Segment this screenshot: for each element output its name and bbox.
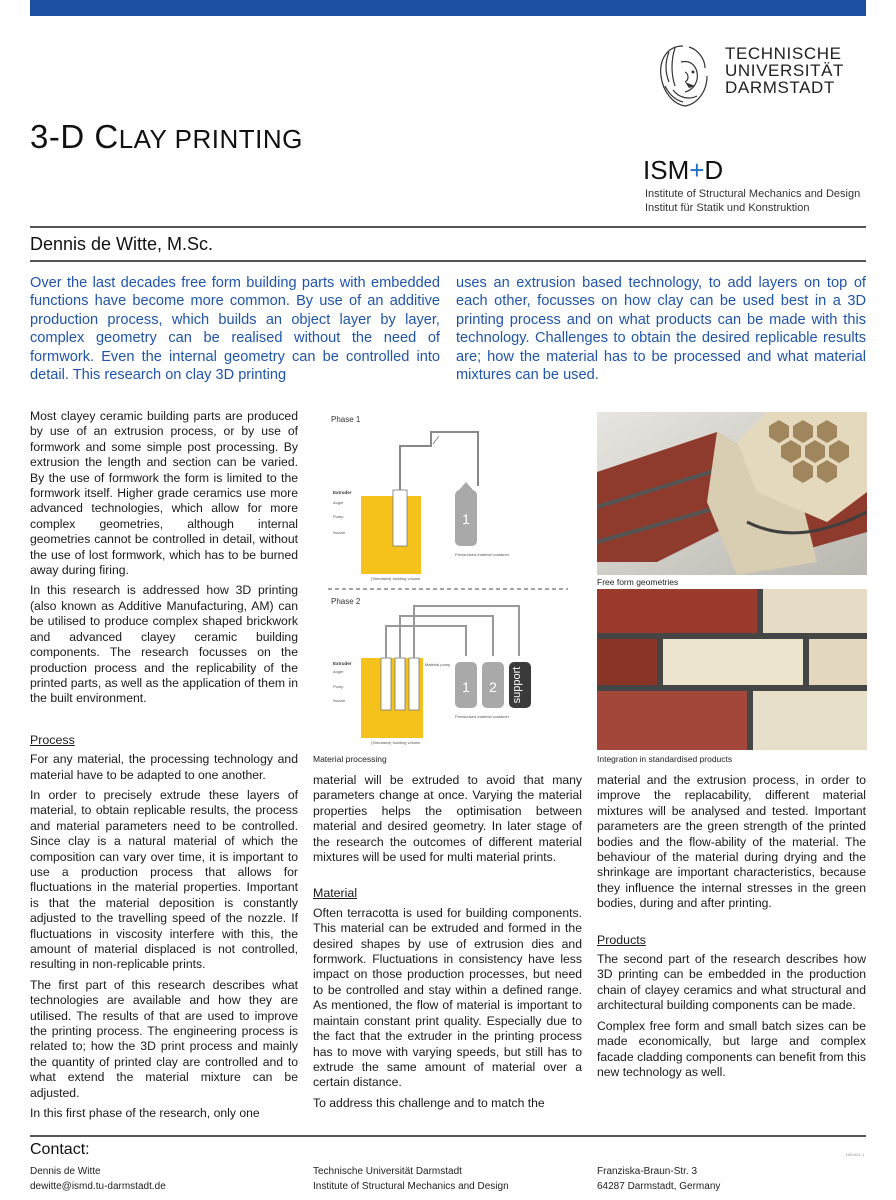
ismd-right: D <box>704 155 724 185</box>
title-rest: LAY PRINTING <box>118 124 303 154</box>
extruder-c <box>409 658 419 710</box>
diagram-caption: Material processing <box>313 754 387 764</box>
hose-phase1 <box>400 432 478 490</box>
process-heading: Process <box>30 732 75 747</box>
phase1-label: Phase 1 <box>331 415 361 424</box>
author-name: Dennis de Witte, M.Sc. <box>30 234 214 254</box>
paragraph: The first part of this research describes what technologies are available and how they are utilised. The results of that are used to improve the printing process. The engineering process is related to; how the 3D print process and mainly the quantity of printed clay are controlled and to what extend the material mixture can be adjusted. <box>30 977 298 1100</box>
hose-a <box>386 626 466 658</box>
extruder-phase1 <box>393 490 407 546</box>
build-caption-phase1: (Simulated) building volume <box>371 576 421 581</box>
paragraph: To address this challenge and to match the <box>313 1095 545 1110</box>
nozzle-label: Nozzle <box>333 530 346 535</box>
paragraph: For any material, the processing technology and material have to be adapted to one another. <box>30 752 298 782</box>
institute-names <box>645 187 860 215</box>
container-2-label: 2 <box>489 679 497 695</box>
container-cap <box>459 482 473 490</box>
paragraph: material and the extrusion process, in order to improve the replacability, different material mixtures will be analysed and tested. Important parameters are the green strength of the printed bodies and the flow-ability of the material. The behaviour of the material during drying and the shrinkage are important characteristics, because they influence the internal stresses in the green bodies, during and after printing. <box>597 773 866 911</box>
university-line: DARMSTADT <box>725 78 835 97</box>
contact-title: Contact: <box>30 1141 90 1158</box>
hose-break <box>433 436 439 444</box>
top-color-bar <box>30 0 866 16</box>
ismd-plus: + <box>689 155 705 185</box>
paragraph: The second part of the research describes how 3D printing can be embedded in the production chain of clayey ceramics and what structural and architectural building components can be made. <box>597 952 866 1013</box>
contact-name: Dennis de Witte <box>30 1166 101 1177</box>
free-form-caption: Free form geometries <box>597 577 679 587</box>
nozzle-label-phase2: Nozzle <box>333 698 346 703</box>
material-pump-label: Material pump <box>425 662 451 667</box>
intro-column-1: Over the last decades free form building parts with embedded functions have become more common. By use of an additive production process, which builds an object layer by layer, complex geometry can be realised without the need of formwork. Even the internal geometry can be controlled into detail. This research on clay 3D printing <box>30 275 440 384</box>
contact-street: Franziska-Braun-Str. 3 <box>597 1166 698 1177</box>
build-volume-phase1 <box>361 496 421 574</box>
products-heading: Products <box>597 932 646 947</box>
container-label: Pressurised material container <box>455 552 510 557</box>
poster-title <box>30 118 303 156</box>
material-heading: Material <box>313 886 358 901</box>
pump-label-phase2: Pump <box>333 684 344 689</box>
ismd-logo <box>643 155 723 186</box>
pump-label: Pump <box>333 514 344 519</box>
body-column-2 <box>313 773 582 1116</box>
extruder-b <box>395 658 405 710</box>
extruder-a <box>381 658 391 710</box>
paragraph: In this first phase of the research, only one <box>30 1106 260 1121</box>
container-1-label-phase2: 1 <box>462 679 470 695</box>
paragraph: Complex free form and small batch sizes can be made economically, but large and complex facade cladding components can benefit from this new technology as well. <box>597 1018 866 1079</box>
paragraph: material will be extruded to avoid that many parameters change at once. Varying the material properties helps the optimisation between material and desired geometry. In later stage of the research the outcomes of different material mixtures will be used for multi material prints. <box>313 773 582 865</box>
integration-illustration <box>597 589 867 750</box>
free-form-illustration <box>597 412 867 575</box>
auger-label-phase2: Auger <box>333 669 344 674</box>
contact-institution <box>313 1164 509 1194</box>
paragraph: In this research is addressed how 3D printing (also known as Additive Manufacturing, AM) can be utilised to produce complex shaped brickwork and advanced clayey ceramic building components. The research focusses on the production process and the replicability of the printed parts, as well as the application of them in the built environment. <box>30 583 298 706</box>
integration-photo <box>597 589 867 750</box>
university-line: UNIVERSITÄT <box>725 61 845 80</box>
material-processing-diagram <box>313 408 583 748</box>
auger-label: Auger <box>333 500 344 505</box>
athena-logo-icon <box>655 42 711 110</box>
contact-institute: Institute of Structural Mechanics and Design <box>313 1181 509 1192</box>
divider <box>30 1135 866 1137</box>
institute-name-de: Institut für Statik und Konstruktion <box>645 202 810 214</box>
paragraph: Most clayey ceramic building parts are produced by use of an extrusion process, or by use of formwork and some simple post processing. By extrusion the length and section can be varied. By the use of formwork the form is limited to the formwork itself. Higher grade ceramics use more advanced technologies, which allow for more complex geometries, although internal geometries cannot be controlled in detail, without the use of lost formwork, which has to be burned away during firing. <box>30 409 298 578</box>
intro-column-2: uses an extrusion based technology, to add layers on top of each other, focusses on how clay can be used best in a 3D printing process and on what products can be made with this technology. Challenges to obtain the desired replicable results are; how the material has to be processed and what material mixtures can be used. <box>456 275 866 384</box>
divider <box>30 226 866 228</box>
contact-address <box>597 1164 720 1194</box>
poster-code: L80-001-1 <box>846 1152 865 1157</box>
container-label-phase2: Pressurised material container <box>455 714 510 719</box>
contact-city: 64287 Darmstadt, Germany <box>597 1181 721 1192</box>
contact-email[interactable]: dewitte@ismd.tu-darmstadt.de <box>30 1181 166 1192</box>
institute-name-en: Institute of Structural Mechanics and Design <box>645 188 861 200</box>
university-line: TECHNISCHE <box>725 44 842 63</box>
university-name <box>725 45 844 96</box>
extruder-label: Extruder <box>333 490 352 495</box>
divider <box>30 260 866 262</box>
integration-caption: Integration in standardised products <box>597 754 733 764</box>
ismd-left: ISM <box>643 155 690 185</box>
paragraph: In order to precisely extrude these layers of material, to obtain replicable results, the process and material parameters need to be controlled. Since clay is a natural material of which the composition can vary over time, it is important to use a production process that allows for fluctuations in the material properties. Important is that the material deposition is constantly adjusted to the travelling speed of the nozzle. If fluctuations in viscosity interfere with this, the amount of material displaced is not controlled, resulting in non-replicable prints. <box>30 787 298 972</box>
body-column-1 <box>30 409 298 1126</box>
contact-university: Technische Universität Darmstadt <box>313 1166 462 1177</box>
body-column-3 <box>597 773 866 1085</box>
paragraph: Often terracotta is used for building components. This material can be extruded and formed in the desired shapes by use of extrusion dies and formwork. Fluctuations in consistency have less impact on those production processes, but need to be controlled and stay within a defined range. As mentioned, the flow of material is important to maintain constant print quality. Especially due to the fact that the extruder in the printing process has to move with varying speeds, but still has to extrude the same amount of material over a certain distance. <box>313 905 582 1090</box>
free-form-photo <box>597 412 867 575</box>
container-1-label: 1 <box>462 511 470 527</box>
phase2-label: Phase 2 <box>331 597 361 606</box>
title-first: 3-D C <box>30 118 119 155</box>
contact-person <box>30 1164 166 1194</box>
build-caption-phase2: (Simulated) building volume <box>371 740 421 745</box>
extruder-label-phase2: Extruder <box>333 661 352 666</box>
support-label: support <box>511 666 523 704</box>
